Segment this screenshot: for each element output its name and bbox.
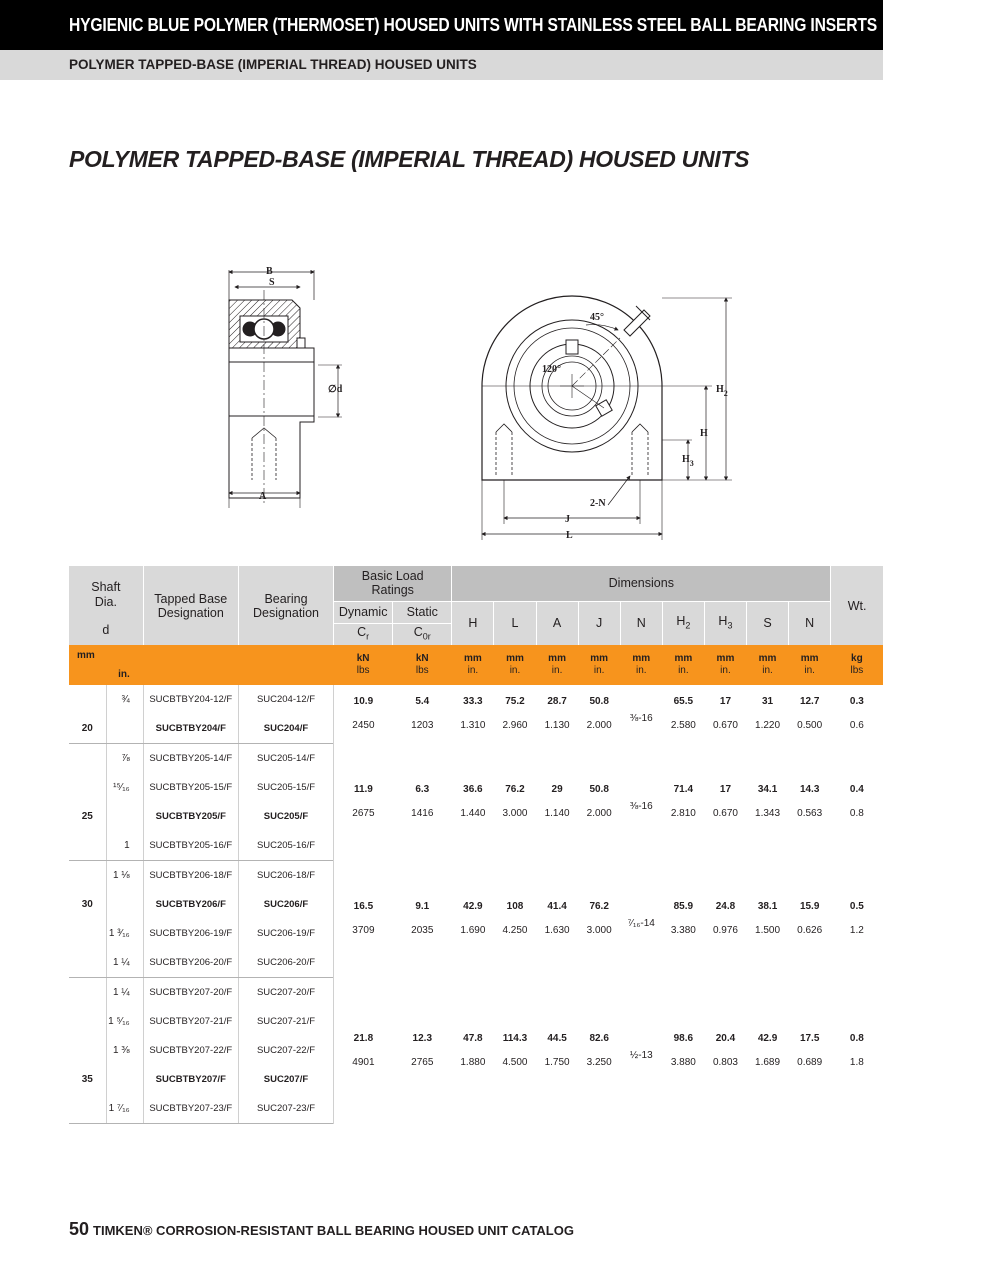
- value-n2: 17.5 0.689: [797, 1032, 823, 1068]
- header-dim-N: N: [620, 601, 662, 645]
- tapped-designation: SUCBTBY205-16/F: [143, 831, 238, 861]
- value-h: 33.3 1.310: [460, 696, 486, 732]
- value-a: 29 1.140: [544, 784, 570, 819]
- table-row: [69, 685, 883, 714]
- header-weight: Wt.: [831, 566, 883, 645]
- value-n2: 14.3 0.563: [797, 784, 823, 819]
- shaft-mm: [69, 948, 106, 978]
- shaft-in: [106, 890, 143, 919]
- header-dim-H: H: [452, 601, 494, 645]
- table-group: [69, 861, 883, 978]
- bearing-designation: SUC207-22/F: [238, 1036, 333, 1065]
- value-j: 50.8 2.000: [586, 784, 612, 819]
- bearing-designation: SUC205-14/F: [238, 744, 333, 774]
- table-group: [69, 685, 883, 744]
- value-a: 44.5 1.750: [544, 1032, 570, 1068]
- shaft-in: 1 ³⁄₁₆: [106, 919, 143, 948]
- shaft-in: [106, 714, 143, 744]
- tapped-designation: SUCBTBY207-21/F: [143, 1007, 238, 1036]
- value-n: ½-13: [629, 1049, 653, 1061]
- value-wt: 0.8 1.8: [849, 1032, 864, 1068]
- shaft-mm: [69, 773, 106, 802]
- value-n2: 15.9 0.626: [797, 901, 823, 936]
- header-cor: $C_{0r}$: [393, 623, 452, 645]
- unit-load-kn: kN lbs: [334, 645, 393, 685]
- header-shaft-dia: [69, 566, 143, 623]
- value-n: ⅜-16: [629, 801, 653, 812]
- dim-label-H3: H: [682, 454, 690, 465]
- shaft-in: 1: [106, 831, 143, 861]
- value-h: 42.9 1.690: [460, 901, 486, 936]
- value-h: 47.8 1.880: [460, 1032, 486, 1068]
- tapped-designation: SUCBTBY206/F: [143, 890, 238, 919]
- shaft-mm: [69, 1094, 106, 1124]
- shaft-mm: 20: [69, 714, 106, 744]
- bearing-designation: SUC205-16/F: [238, 831, 333, 861]
- dim-label-J: J: [565, 514, 570, 525]
- shaft-mm: 30: [81, 899, 93, 910]
- bearing-designation: SUC206-20/F: [238, 948, 333, 978]
- unit-dim: mm in.: [662, 645, 704, 685]
- value-s: 42.9 1.689: [755, 1032, 781, 1068]
- value-l: 76.2 3.000: [502, 784, 528, 819]
- dim-label-L: L: [566, 530, 573, 541]
- value-h2: 85.9 3.380: [670, 901, 696, 936]
- shaft-in: ¹⁵⁄₁₆: [106, 773, 143, 802]
- shaft-mm: [69, 978, 106, 1008]
- header-dynamic: Dynamic: [334, 601, 393, 623]
- tapped-designation: SUCBTBY207/F: [143, 1065, 238, 1094]
- unit-dim: mm in.: [536, 645, 578, 685]
- table-row: [69, 861, 883, 891]
- shaft-in: ⅞: [106, 744, 143, 774]
- tapped-designation: SUCBTBY205/F: [143, 802, 238, 831]
- unit-dim: mm in.: [578, 645, 620, 685]
- bearing-designation: SUC207-20/F: [238, 978, 333, 1008]
- bearing-designation: SUC206-18/F: [238, 861, 333, 891]
- bearing-designation: SUC205/F: [238, 802, 333, 831]
- value-cr: 11.9 2675: [334, 744, 393, 861]
- value-h3: 17 0.670: [712, 784, 738, 819]
- value-s: 34.1 1.343: [755, 784, 781, 819]
- shaft-in: [106, 1065, 143, 1094]
- table-row: [69, 978, 883, 1008]
- value-s: 31 1.220: [755, 696, 781, 732]
- tapped-designation: SUCBTBY207-20/F: [143, 978, 238, 1008]
- page-title: POLYMER TAPPED-BASE (IMPERIAL THREAD) HOUSED UNITS: [69, 146, 750, 172]
- value-wt: 0.5 1.2: [849, 901, 864, 936]
- dim-label-d: ∅d: [328, 384, 343, 395]
- value-l: 114.3 4.500: [502, 1032, 528, 1068]
- header-dim-N2: N: [789, 601, 831, 645]
- table-row: [69, 744, 883, 774]
- value-cor: 5.4 1203: [411, 696, 434, 732]
- dim-label-H2: H: [716, 384, 724, 395]
- shaft-mm: [69, 1036, 106, 1065]
- value-cor: 6.3 1416: [411, 784, 434, 819]
- dim-label-2N: 2-N: [590, 498, 606, 509]
- unit-dim: mm in.: [494, 645, 536, 685]
- dim-label-H: H: [700, 428, 708, 439]
- bearing-designation: SUC206/F: [238, 890, 333, 919]
- header-basic-load-ratings: Basic Load Ratings: [334, 566, 452, 601]
- dim-label-B: B: [266, 266, 273, 277]
- tapped-designation: SUCBTBY205-15/F: [143, 773, 238, 802]
- value-cor: 12.3 2765: [411, 1032, 434, 1068]
- value-l: 108 4.250: [502, 901, 528, 936]
- shaft-mm: [69, 831, 106, 861]
- value-j: 50.8 2.000: [586, 696, 612, 732]
- tapped-designation: SUCBTBY205-14/F: [143, 744, 238, 774]
- dim-label-H2-sub: 2: [723, 389, 728, 398]
- header-dim-S: S: [747, 601, 789, 645]
- units-row: [69, 645, 883, 685]
- unit-in: in.: [106, 645, 143, 685]
- shaft-in: ¾: [106, 685, 143, 714]
- value-n2: 12.7 0.500: [797, 696, 823, 732]
- shaft-mm: [69, 744, 106, 774]
- value-j: 82.6 3.250: [586, 1032, 612, 1068]
- shaft-mm: [69, 861, 106, 891]
- unit-dim: mm in.: [452, 645, 494, 685]
- bearing-designation: SUC204-12/F: [238, 685, 333, 714]
- value-cr: 16.5 3709: [334, 861, 393, 978]
- bearing-designation: SUC205-15/F: [238, 773, 333, 802]
- front-view: [482, 296, 732, 541]
- bearing-designation: SUC207-23/F: [238, 1094, 333, 1124]
- tapped-designation: SUCBTBY207-22/F: [143, 1036, 238, 1065]
- value-n: ⅜-16: [629, 713, 653, 725]
- value-cor: 9.1 2035: [411, 901, 434, 936]
- technical-drawing: [200, 250, 760, 550]
- unit-wt: kg lbs: [831, 645, 883, 685]
- unit-dim: mm in.: [704, 645, 746, 685]
- value-h2: 71.4 2.810: [670, 784, 696, 819]
- table-group: [69, 744, 883, 861]
- bearing-designation: SUC206-19/F: [238, 919, 333, 948]
- value-a: 41.4 1.630: [544, 901, 570, 936]
- shaft-in: [106, 802, 143, 831]
- value-h: 36.6 1.440: [460, 784, 486, 819]
- tapped-designation: SUCBTBY206-20/F: [143, 948, 238, 978]
- unit-mm: mm: [69, 645, 106, 685]
- table-group: [69, 978, 883, 1124]
- shaft-in: 1 ⅜: [106, 1036, 143, 1065]
- dim-label-H3-sub: 3: [689, 459, 694, 468]
- shaft-in: 1 ¼: [106, 948, 143, 978]
- value-h3: 20.4 0.803: [712, 1032, 738, 1068]
- header-bearing: Bearing Designation: [238, 566, 333, 645]
- bearing-designation: SUC204/F: [238, 714, 333, 744]
- value-n: ⁷⁄₁₆-14: [627, 918, 655, 929]
- tapped-designation: SUCBTBY206-19/F: [143, 919, 238, 948]
- header-tapped-base: Tapped Base Designation: [143, 566, 238, 645]
- value-a: 28.7 1.130: [544, 696, 570, 732]
- header-dim-A: A: [536, 601, 578, 645]
- angle-label-120: 120°: [542, 364, 561, 375]
- shaft-mm: [69, 919, 106, 948]
- dim-label-S: S: [269, 277, 275, 288]
- shaft-in: 1 ⁷⁄₁₆: [106, 1094, 143, 1124]
- shaft-in: 1 ¼: [106, 978, 143, 1008]
- shaft-mm: [69, 1007, 106, 1036]
- header-shaft-label: Shaft Dia.: [91, 579, 121, 609]
- unit-load-kn: kN lbs: [393, 645, 452, 685]
- value-s: 38.1 1.500: [755, 901, 781, 936]
- header-dim-L: L: [494, 601, 536, 645]
- header-static: Static: [393, 601, 452, 623]
- value-h3: 24.8 0.976: [712, 901, 738, 936]
- side-view: [229, 266, 343, 508]
- header-cr: $C_r$: [334, 623, 393, 645]
- value-h2: 65.5 2.580: [670, 696, 696, 732]
- value-wt: 0.4 0.8: [849, 784, 864, 819]
- header-dim-H2: $H_2$: [662, 601, 704, 645]
- tapped-designation: SUCBTBY207-23/F: [143, 1094, 238, 1124]
- header-dim-J: J: [578, 601, 620, 645]
- dim-label-A: A: [259, 491, 267, 502]
- catalog-header-bar: HYGIENIC BLUE POLYMER (THERMOSET) HOUSED UNITS WITH STAINLESS STEEL BALL BEARING INSERTS: [0, 0, 883, 50]
- value-l: 75.2 2.960: [502, 696, 528, 732]
- value-h2: 98.6 3.880: [670, 1032, 696, 1068]
- value-wt: 0.3 0.6: [849, 696, 864, 732]
- header-shaft-d: d: [69, 623, 143, 645]
- section-header-bar: POLYMER TAPPED-BASE (IMPERIAL THREAD) HOUSED UNITS: [0, 50, 883, 80]
- shaft-mm: [69, 685, 106, 714]
- bearing-designation: SUC207-21/F: [238, 1007, 333, 1036]
- shaft-mm: 35: [81, 1074, 93, 1085]
- unit-dim: mm in.: [789, 645, 831, 685]
- unit-dim: mm in.: [620, 645, 662, 685]
- unit-dim: mm in.: [747, 645, 789, 685]
- tapped-designation: SUCBTBY204-12/F: [143, 685, 238, 714]
- footer-text: TIMKEN® CORROSION-RESISTANT BALL BEARING HOUSED UNIT CATALOG: [93, 1223, 574, 1238]
- header-dim-H3: $H_3$: [704, 601, 746, 645]
- specification-table: [69, 566, 883, 1124]
- bearing-designation: SUC207/F: [238, 1065, 333, 1094]
- tapped-designation: SUCBTBY204/F: [143, 714, 238, 744]
- value-j: 76.2 3.000: [586, 901, 612, 936]
- header-dimensions: Dimensions: [452, 566, 831, 601]
- page-number: 50: [69, 1219, 90, 1239]
- value-h3: 17 0.670: [712, 696, 738, 732]
- angle-label-45: 45°: [590, 312, 604, 323]
- shaft-in: 1 ⅛: [106, 861, 143, 891]
- shaft-mm: 25: [81, 811, 93, 822]
- shaft-in: 1 ⁵⁄₁₆: [106, 1007, 143, 1036]
- value-cr: 10.9 2450: [334, 685, 393, 744]
- value-cr: 21.8 4901: [334, 978, 393, 1124]
- page-footer: [69, 1219, 574, 1240]
- tapped-designation: SUCBTBY206-18/F: [143, 861, 238, 891]
